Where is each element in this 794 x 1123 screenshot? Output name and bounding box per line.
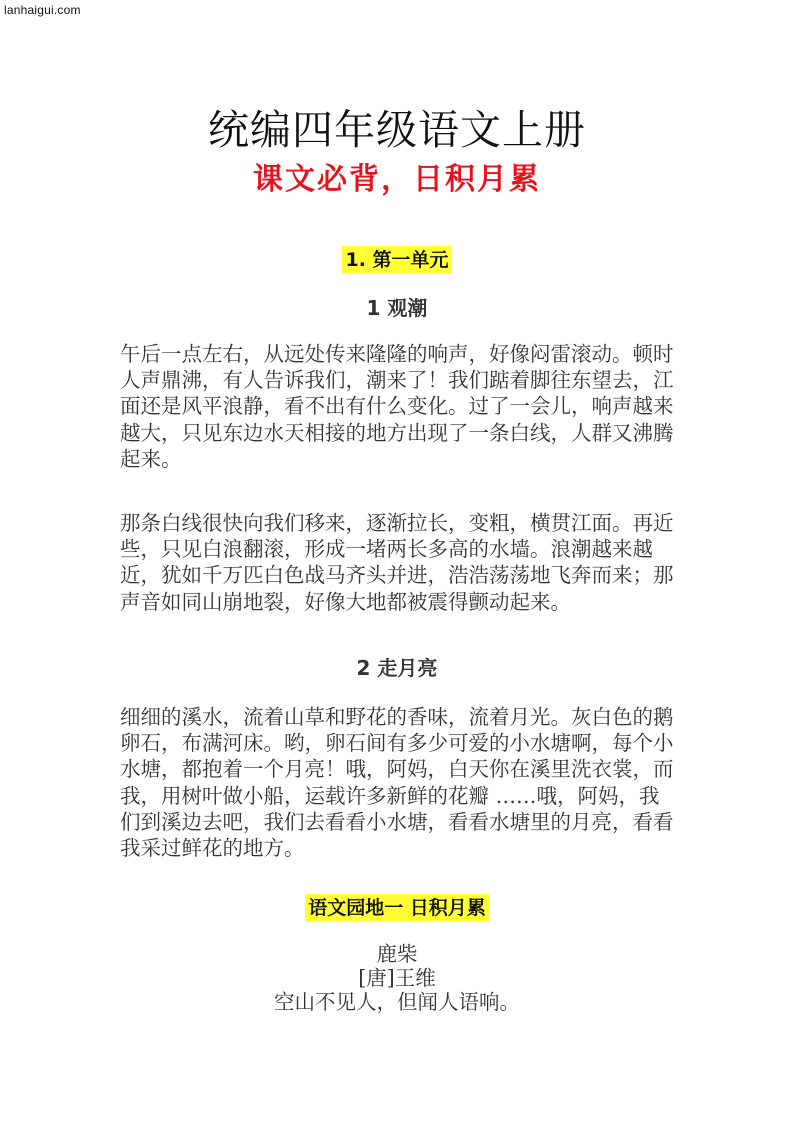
page-title: 统编四年级语文上册 xyxy=(208,106,586,154)
lesson-paragraph: 细细的溪水，流着山草和野花的香味，流着月光。灰白色的鹅卵石，布满河床。哟，卵石间有多少可爱的小水塘啊，每个小水塘，都抱着一个月亮！哦，阿妈，白天你在溪里洗衣裳，而我，用树叶做小船，运载许多新鲜的花瓣 ……哦，阿妈，我们到溪边去吧，我们去看看小水塘，看看水塘里的月亮，看看我采过鲜花的地方。 xyxy=(120,705,674,861)
watermark-text: lanhaigui.com xyxy=(4,3,81,17)
garden-heading xyxy=(0,893,794,923)
lesson-paragraph: 那条白线很快向我们移来，逐渐拉长，变粗，横贯江面。再近些，只见白浪翻滚，形成一堵两长多高的水墙。浪潮越来越近，犹如千万匹白色战马齐头并进，浩浩荡荡地飞奔而来；那声音如同山崩地裂，好像大地都被震得颤动起来。 xyxy=(120,511,674,614)
page-subtitle: 课文必背，日积月累 xyxy=(253,162,541,197)
unit-heading-label: 1. 第一单元 xyxy=(342,246,451,274)
lesson-heading: 1 观潮 xyxy=(366,296,428,320)
poem-line: 空山不见人，但闻人语响。 xyxy=(274,990,520,1014)
garden-heading-label: 语文园地一 日积月累 xyxy=(305,894,489,922)
poem-title: 鹿柴 xyxy=(376,942,418,966)
lesson-paragraph: 午后一点左右，从远处传来隆隆的响声，好像闷雷滚动。顿时人声鼎沸，有人告诉我们，潮来了！我们踮着脚往东望去，江面还是风平浪静，看不出有什么变化。过了一会儿，响声越来越大，只见东边水天相接的地方出现了一条白线，人群又沸腾起来。 xyxy=(120,342,674,471)
lesson-heading: 2 走月亮 xyxy=(356,656,438,680)
poem-author: [唐]王维 xyxy=(358,966,436,990)
unit-heading xyxy=(0,245,794,275)
poem xyxy=(0,942,794,1014)
